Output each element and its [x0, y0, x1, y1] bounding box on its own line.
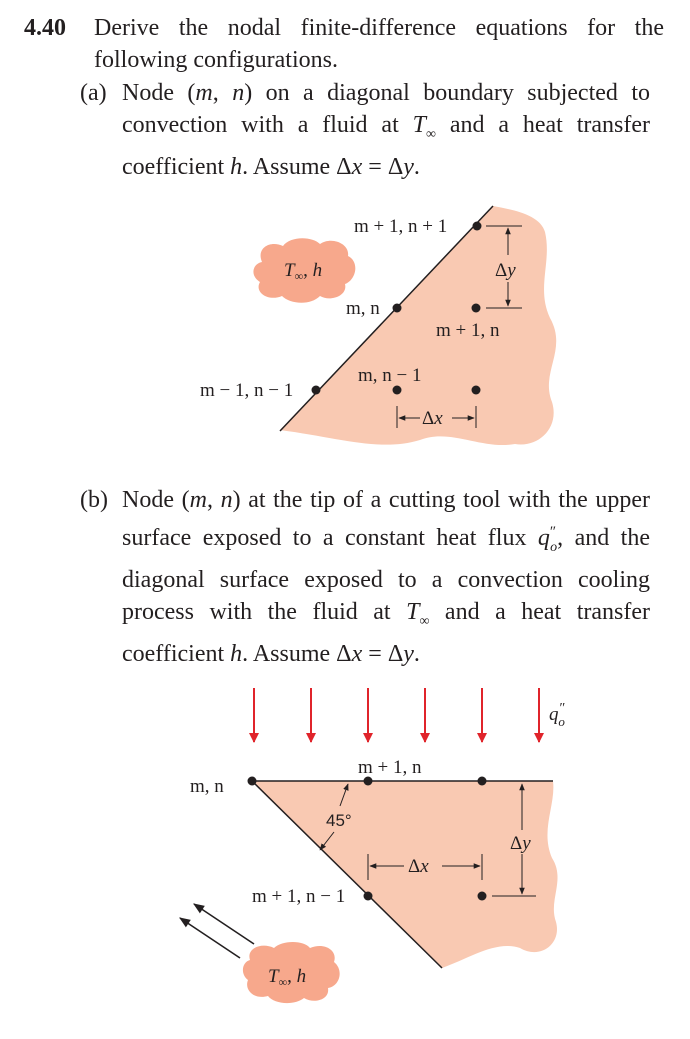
- part-b-statement: Node (m, n) at the tip of a cutting tool with the upper surface exposed to a constant heat flux $q''_o$, and the diagonal surface exposed to a convection cooling process with the fluid at $T_\infty$ and a heat transfer coefficient h. Assume Δx = Δy.: [122, 487, 651, 667]
- part-a-label: (a): [80, 80, 107, 106]
- problem-number: 4.40: [24, 15, 66, 41]
- dy-label-a: Δy: [495, 260, 516, 281]
- flow-arrow: [194, 904, 254, 944]
- label-m1nm1-b: m + 1, n − 1: [252, 886, 346, 907]
- node-m2-n-b: [478, 777, 487, 786]
- node-m1-nm1-b: [364, 892, 373, 901]
- node-m1-n: [472, 304, 481, 313]
- flux-label: q″ o: [549, 701, 566, 729]
- label-mm1nm1-a: m − 1, n − 1: [200, 380, 294, 401]
- dy-label-b: Δy: [510, 833, 531, 854]
- node-mm1-nm1: [312, 386, 321, 395]
- label-mn-b: m, n: [190, 776, 224, 797]
- node-m-n: [393, 304, 402, 313]
- part-a-statement: Node (m, n) on a diagonal boundary subjected to convection with a fluid at $T_\infty$ and a heat transfer coefficient h. Assume Δx = Δy.: [122, 80, 650, 180]
- dx-label-b: Δx: [408, 856, 429, 877]
- node-m2-nm1-b: [478, 892, 487, 901]
- label-mn-a: m, n: [346, 298, 380, 319]
- solid-region-a: [280, 206, 556, 445]
- fluid-label-b: $T_\infty$, h: [268, 966, 307, 989]
- angle-label: 45°: [326, 811, 352, 830]
- node-m1-n1: [473, 222, 482, 231]
- label-mnm1-a: m, n − 1: [358, 365, 422, 386]
- node-m-nm1: [393, 386, 402, 395]
- part-b-label: (b): [80, 487, 108, 513]
- figure-b: [180, 688, 566, 1003]
- figure-a: [200, 206, 556, 445]
- flow-arrow: [180, 918, 240, 958]
- label-m1n1-a: m + 1, n + 1: [354, 216, 448, 237]
- fluid-label-a: $T_\infty$, h: [284, 260, 323, 283]
- node-m-n-b: [248, 777, 257, 786]
- label-m1n-a: m + 1, n: [436, 320, 500, 341]
- solid-region-b: [252, 781, 558, 968]
- node-m1-nm1: [472, 386, 481, 395]
- problem-statement: Derive the nodal finite-difference equations for the following configurations.: [94, 15, 664, 73]
- label-m1n-b: m + 1, n: [358, 757, 422, 778]
- dx-label-a: Δx: [422, 408, 443, 429]
